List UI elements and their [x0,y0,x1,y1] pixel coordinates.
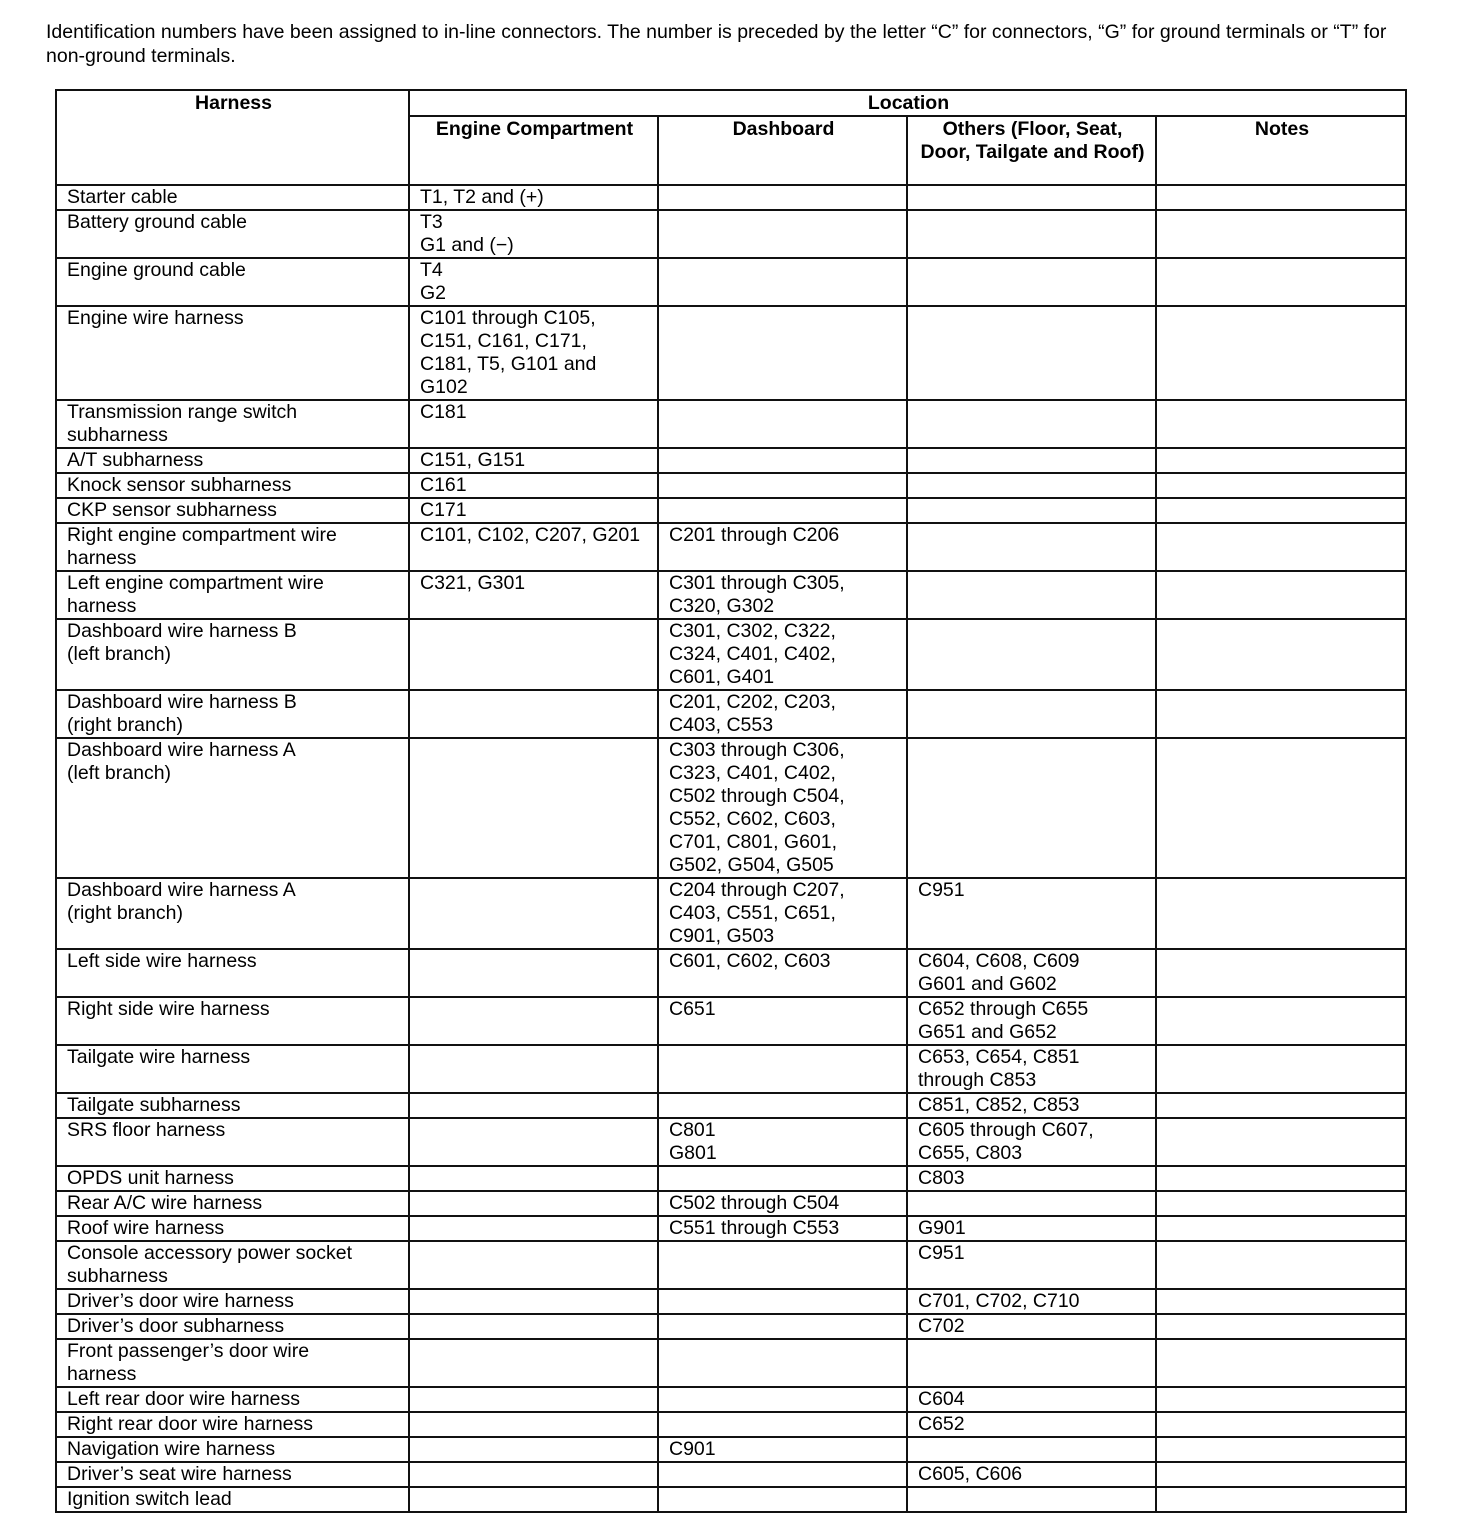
others-cell: C605, C606 [907,1462,1156,1487]
dashboard-cell: C551 through C553 [658,1216,907,1241]
notes-cell [1156,448,1406,473]
engine-cell [409,1118,658,1166]
engine-cell [409,690,658,738]
others-cell [907,619,1156,690]
harness-cell: Roof wire harness [56,1216,409,1241]
harness-cell: Driver’s door subharness [56,1314,409,1339]
others-cell [907,473,1156,498]
engine-cell [409,1289,658,1314]
intro-paragraph: Identification numbers have been assigned to in-line connectors. The number is preceded by the letter “C” for connectors, “G” for ground terminals or “T” for non-ground terminals. [46,21,1387,67]
table-row [56,1487,1406,1512]
dashboard-cell: C801 G801 [658,1118,907,1166]
notes-cell [1156,1166,1406,1191]
harness-cell: OPDS unit harness [56,1166,409,1191]
engine-cell [409,1437,658,1462]
dashboard-cell [658,473,907,498]
engine-cell [409,878,658,949]
table-row [56,1241,1406,1289]
harness-cell: Transmission range switch subharness [56,400,409,448]
notes-cell [1156,690,1406,738]
harness-cell: Dashboard wire harness A (left branch) [56,738,409,878]
table-row [56,1339,1406,1387]
others-cell: C653, C654, C851 through C853 [907,1045,1156,1093]
dashboard-cell [658,498,907,523]
dashboard-cell [658,1339,907,1387]
table-row [56,949,1406,997]
engine-cell [409,1241,658,1289]
others-cell [907,738,1156,878]
table-row [56,473,1406,498]
dashboard-cell [658,1045,907,1093]
engine-cell [409,1314,658,1339]
engine-cell: T4 G2 [409,258,658,306]
table-row [56,1191,1406,1216]
others-cell [907,400,1156,448]
notes-cell [1156,1118,1406,1166]
notes-cell [1156,1191,1406,1216]
harness-column-header: Harness [56,90,409,185]
table-row [56,1437,1406,1462]
notes-cell [1156,1216,1406,1241]
harness-cell: Dashboard wire harness B (right branch) [56,690,409,738]
others-cell [907,1487,1156,1512]
harness-cell: Front passenger’s door wire harness [56,1339,409,1387]
table-row [56,1462,1406,1487]
dashboard-cell [658,448,907,473]
notes-cell [1156,400,1406,448]
engine-cell [409,1339,658,1387]
others-cell: C702 [907,1314,1156,1339]
others-cell [907,571,1156,619]
table-row [56,619,1406,690]
notes-cell [1156,1241,1406,1289]
table-row [56,1216,1406,1241]
others-cell: C701, C702, C710 [907,1289,1156,1314]
others-cell [907,523,1156,571]
others-cell [907,448,1156,473]
notes-cell [1156,1412,1406,1437]
dashboard-cell: C901 [658,1437,907,1462]
others-cell: C652 through C655 G651 and G652 [907,997,1156,1045]
table-row [56,210,1406,258]
dashboard-cell [658,210,907,258]
engine-cell [409,997,658,1045]
engine-cell [409,1166,658,1191]
harness-cell: Navigation wire harness [56,1437,409,1462]
engine-cell [409,1412,658,1437]
table-body [56,185,1406,1512]
engine-cell: C101, C102, C207, G201 [409,523,658,571]
notes-cell [1156,1437,1406,1462]
notes-cell [1156,738,1406,878]
engine-cell [409,738,658,878]
harness-cell: Left rear door wire harness [56,1387,409,1412]
table-row [56,258,1406,306]
others-cell [907,498,1156,523]
table-row [56,1118,1406,1166]
harness-cell: Dashboard wire harness A (right branch) [56,878,409,949]
table-row [56,1412,1406,1437]
engine-cell [409,1093,658,1118]
engine-cell [409,949,658,997]
table-row [56,690,1406,738]
dashboard-cell [658,1289,907,1314]
harness-cell: Knock sensor subharness [56,473,409,498]
table-row [56,1289,1406,1314]
harness-cell: Battery ground cable [56,210,409,258]
notes-cell [1156,949,1406,997]
notes-cell [1156,1045,1406,1093]
notes-header: Notes [1156,116,1406,185]
notes-cell [1156,1289,1406,1314]
engine-cell: C161 [409,473,658,498]
dashboard-cell: C303 through C306, C323, C401, C402, C502 through C504, C552, C602, C603, C701, C801, G601, G502, G504, G505 [658,738,907,878]
engine-cell [409,1216,658,1241]
engine-cell: T1, T2 and (+) [409,185,658,210]
table-row [56,997,1406,1045]
dashboard-cell [658,1093,907,1118]
harness-cell: Dashboard wire harness B (left branch) [56,619,409,690]
table-row [56,571,1406,619]
notes-cell [1156,997,1406,1045]
notes-cell [1156,619,1406,690]
dashboard-cell: C301, C302, C322, C324, C401, C402, C601, G401 [658,619,907,690]
engine-cell [409,1045,658,1093]
others-cell: C604 [907,1387,1156,1412]
harness-cell: Left side wire harness [56,949,409,997]
dashboard-cell: C201, C202, C203, C403, C553 [658,690,907,738]
notes-cell [1156,258,1406,306]
harness-cell: Right rear door wire harness [56,1412,409,1437]
harness-cell: Tailgate subharness [56,1093,409,1118]
notes-cell [1156,1093,1406,1118]
harness-cell: Driver’s door wire harness [56,1289,409,1314]
harness-cell: Tailgate wire harness [56,1045,409,1093]
engine-cell: C181 [409,400,658,448]
harness-cell: Right side wire harness [56,997,409,1045]
table-row [56,306,1406,400]
notes-cell [1156,1487,1406,1512]
harness-cell: Left engine compartment wire harness [56,571,409,619]
harness-cell: Engine ground cable [56,258,409,306]
dashboard-cell [658,1412,907,1437]
engine-cell: T3 G1 and (−) [409,210,658,258]
table-row [56,1387,1406,1412]
others-cell [907,1339,1156,1387]
notes-cell [1156,306,1406,400]
dashboard-cell: C651 [658,997,907,1045]
others-cell [907,210,1156,258]
engine-cell [409,1191,658,1216]
table-row [56,400,1406,448]
others-cell [907,258,1156,306]
harness-cell: SRS floor harness [56,1118,409,1166]
dashboard-cell: C201 through C206 [658,523,907,571]
dashboard-cell [658,1462,907,1487]
others-cell [907,306,1156,400]
others-cell [907,690,1156,738]
notes-cell [1156,498,1406,523]
dashboard-cell: C301 through C305, C320, G302 [658,571,907,619]
dashboard-cell [658,1314,907,1339]
dashboard-cell [658,1387,907,1412]
dashboard-cell [658,1241,907,1289]
dashboard-cell [658,1166,907,1191]
engine-compartment-header: Engine Compartment [409,116,658,185]
notes-cell [1156,523,1406,571]
dashboard-cell [658,1487,907,1512]
notes-cell [1156,571,1406,619]
notes-cell [1156,185,1406,210]
notes-cell [1156,1314,1406,1339]
engine-cell: C321, G301 [409,571,658,619]
table-row [56,1314,1406,1339]
harness-cell: Driver’s seat wire harness [56,1462,409,1487]
engine-cell [409,619,658,690]
dashboard-header: Dashboard [658,116,907,185]
table-row [56,878,1406,949]
others-cell: G901 [907,1216,1156,1241]
others-cell [907,1191,1156,1216]
harness-cell: Starter cable [56,185,409,210]
dashboard-cell [658,185,907,210]
dashboard-cell [658,306,907,400]
table-row [56,185,1406,210]
notes-cell [1156,1462,1406,1487]
dashboard-cell: C502 through C504 [658,1191,907,1216]
others-cell [907,185,1156,210]
dashboard-cell: C601, C602, C603 [658,949,907,997]
engine-cell [409,1487,658,1512]
dashboard-cell [658,258,907,306]
others-cell: C951 [907,878,1156,949]
harness-cell: Console accessory power socket subharness [56,1241,409,1289]
table-row [56,523,1406,571]
others-cell: C803 [907,1166,1156,1191]
engine-cell: C101 through C105, C151, C161, C171, C181, T5, G101 and G102 [409,306,658,400]
table-row [56,1166,1406,1191]
table-row [56,448,1406,473]
others-cell [907,1437,1156,1462]
harness-cell: Engine wire harness [56,306,409,400]
location-group-header: Location [409,90,1406,116]
others-cell: C951 [907,1241,1156,1289]
engine-cell [409,1387,658,1412]
harness-cell: Rear A/C wire harness [56,1191,409,1216]
table-row [56,498,1406,523]
harness-cell: Right engine compartment wire harness [56,523,409,571]
others-cell: C851, C852, C853 [907,1093,1156,1118]
others-cell: C605 through C607, C655, C803 [907,1118,1156,1166]
harness-cell: Ignition switch lead [56,1487,409,1512]
table-row [56,1093,1406,1118]
notes-cell [1156,1339,1406,1387]
others-cell: C652 [907,1412,1156,1437]
table-row [56,738,1406,878]
notes-cell [1156,1387,1406,1412]
others-cell: C604, C608, C609 G601 and G602 [907,949,1156,997]
notes-cell [1156,210,1406,258]
connector-location-table [55,89,1407,1513]
harness-cell: CKP sensor subharness [56,498,409,523]
table-row [56,1045,1406,1093]
dashboard-cell [658,400,907,448]
others-header: Others (Floor, Seat, Door, Tailgate and Roof) [907,116,1156,185]
notes-cell [1156,473,1406,498]
engine-cell: C151, G151 [409,448,658,473]
harness-cell: A/T subharness [56,448,409,473]
notes-cell [1156,878,1406,949]
engine-cell: C171 [409,498,658,523]
engine-cell [409,1462,658,1487]
dashboard-cell: C204 through C207, C403, C551, C651, C901, G503 [658,878,907,949]
